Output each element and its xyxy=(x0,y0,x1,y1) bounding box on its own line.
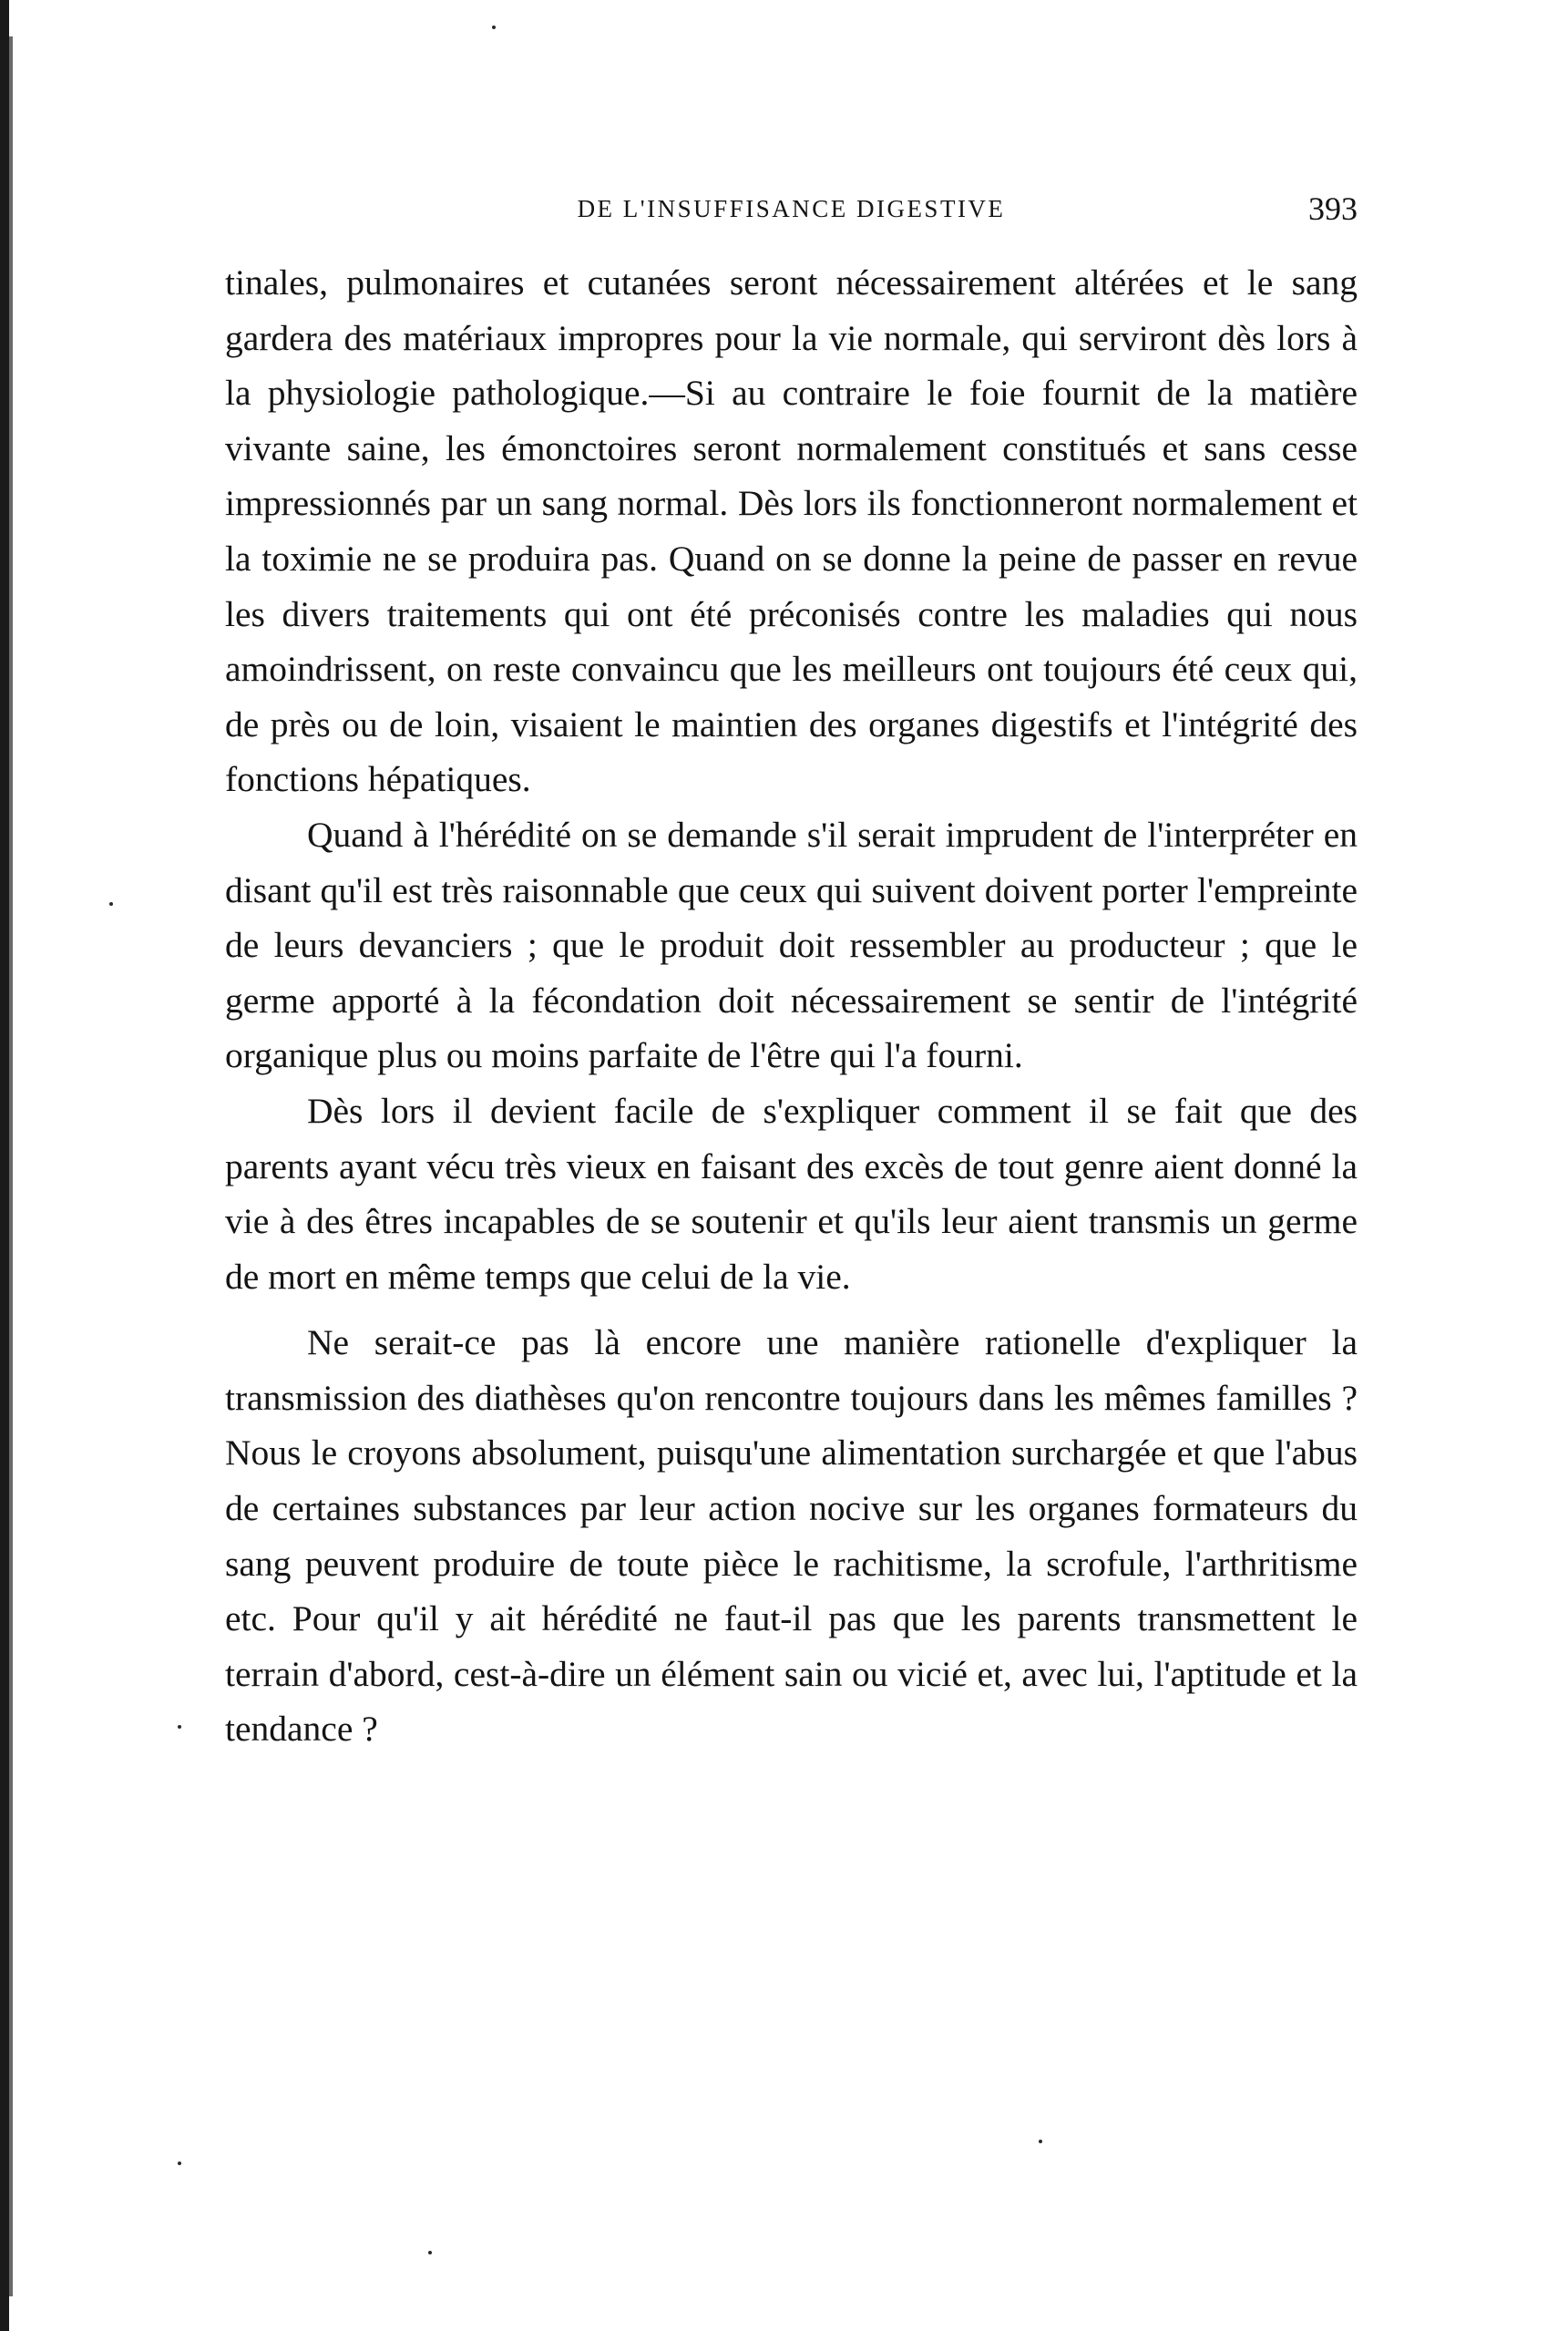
scan-speck xyxy=(178,1725,181,1729)
page-number: 393 xyxy=(1308,190,1358,227)
page-binding-shadow xyxy=(9,36,13,2296)
book-page xyxy=(225,182,1358,1757)
scan-speck xyxy=(109,902,113,906)
page-binding-edge xyxy=(0,0,9,2331)
scan-speck xyxy=(1039,2140,1042,2143)
scan-speck xyxy=(428,2251,432,2254)
scan-speck xyxy=(492,26,496,29)
running-head xyxy=(225,182,1358,237)
paragraph: tinales, pulmonaires et cutanées seront nécessairement altérées et le sang gardera des matériaux impropres pour la vie normale, qui serviront dès lors à la physiologie pathologique.—Si au contraire le foie fournit de la matière vivante saine, les émonctoires seront normalement constitués et sans cesse impressionnés par un sang normal. Dès lors ils fonctionneront normalement et la toximie ne se produira pas. Quand on se donne la peine de passer en revue les divers traitements qui ont été préconisés contre les maladies qui nous amoindrissent, on reste convaincu que les meilleurs ont toujours été ceux qui, de près ou de loin, visaient le maintien des organes digestifs et l'intégrité des fonctions hépatiques. xyxy=(225,262,1358,800)
running-title: DE L'INSUFFISANCE DIGESTIVE xyxy=(577,195,1006,222)
paragraph: Dès lors il devient facile de s'expliquer comment il se fait que des parents ayant vécu très vieux en faisant des excès de tout genre aient donné la vie à des êtres incapables de se soutenir et qu'ils leur aient transmis un germe de mort en même temps que celui de la vie. xyxy=(225,1090,1358,1297)
paragraph: Ne serait-ce pas là encore une manière rationelle d'expliquer la transmission des diathèses qu'on rencontre toujours dans les mêmes familles ? Nous le croyons absolument, puisqu'une alimentation surchargée et que l'abus de certaines substances par leur action nocive sur les organes formateurs du sang peuvent produire de toute pièce le rachitisme, la scrofule, l'arthritisme etc. Pour qu'il y ait hérédité ne faut-il pas que les parents transmettent le terrain d'abord, cest-à-dire un élément sain ou vicié et, avec lui, l'aptitude et la tendance ? xyxy=(225,1322,1358,1750)
paragraph: Quand à l'hérédité on se demande s'il serait imprudent de l'interpréter en disant qu'il est très raisonnable que ceux qui suivent doivent porter l'empreinte de leurs devanciers ; que le produit doit ressembler au producteur ; que le germe apporté à la fécondation doit nécessairement se sentir de l'intégrité organique plus ou moins parfaite de l'être qui l'a fourni. xyxy=(225,814,1358,1076)
body-text xyxy=(225,255,1358,1757)
scan-speck xyxy=(178,2162,181,2165)
